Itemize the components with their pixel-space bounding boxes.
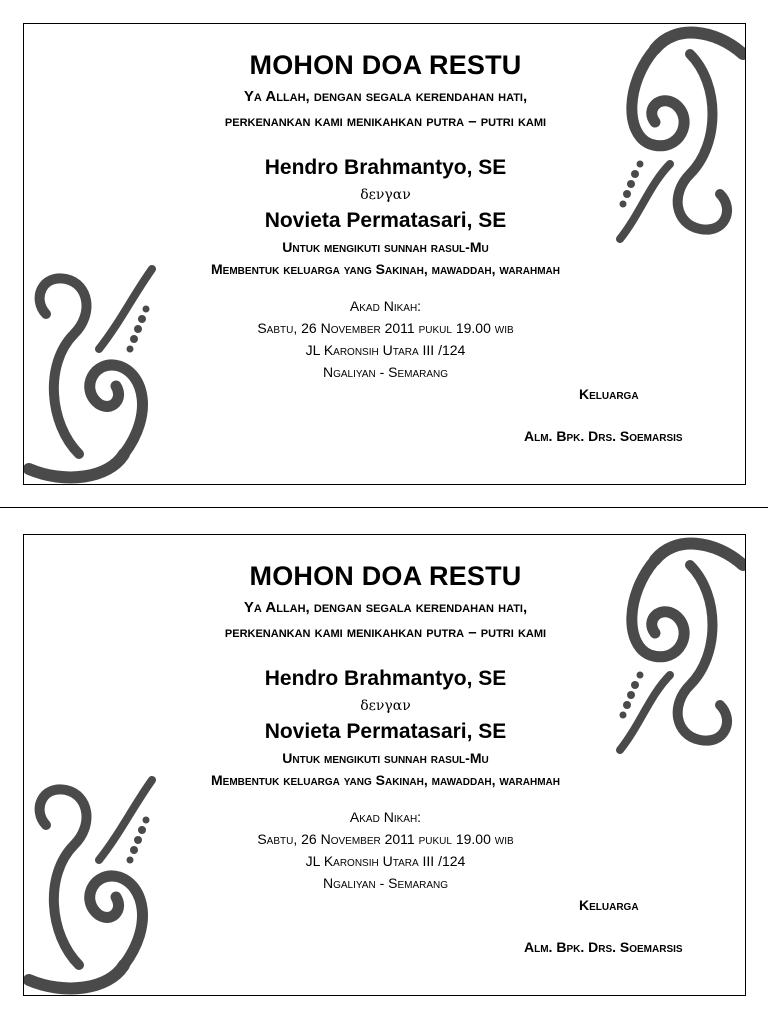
akad-label: Akad Nikah:	[349, 809, 422, 825]
card-title: MOHON DOA RESTU	[249, 561, 522, 591]
sunnah-line: Untuk mengikuti sunnah rasul-Mu	[282, 750, 489, 766]
invitation-card-1	[23, 23, 746, 485]
connector-text: δενγαν	[360, 698, 411, 714]
family-name: Alm. Bpk. Drs. Soemarsis	[524, 428, 683, 444]
akad-address: JL Karonsih Utara III /124	[305, 853, 466, 869]
akad-date: Sabtu, 26 November 2011 pukul 19.00 wib	[257, 320, 514, 336]
akad-address: JL Karonsih Utara III /124	[305, 342, 466, 358]
family-label: Keluarga	[579, 386, 639, 402]
family-name: Alm. Bpk. Drs. Soemarsis	[524, 939, 683, 955]
groom-name: Hendro Brahmantyo, SE	[264, 156, 507, 179]
intro-line-1: Ya Allah, dengan segala kerendahan hati,	[243, 599, 528, 616]
bride-name: Novieta Permatasari, SE	[264, 209, 507, 232]
sunnah-line: Untuk mengikuti sunnah rasul-Mu	[282, 239, 489, 255]
blessing-line: Membentuk keluarga yang Sakinah, mawaddah, warahmah	[211, 772, 560, 788]
connector-text: δενγαν	[360, 187, 411, 203]
cut-line	[0, 507, 768, 508]
intro-line-1: Ya Allah, dengan segala kerendahan hati,	[243, 88, 528, 105]
invitation-card-2	[23, 534, 746, 996]
intro-line-2: perkenankan kami menikahkan putra – putri kami	[224, 624, 547, 641]
bride-name: Novieta Permatasari, SE	[264, 720, 507, 743]
card-title: MOHON DOA RESTU	[249, 50, 522, 80]
blessing-line: Membentuk keluarga yang Sakinah, mawaddah, warahmah	[211, 261, 560, 277]
akad-date: Sabtu, 26 November 2011 pukul 19.00 wib	[257, 831, 514, 847]
akad-city: Ngaliyan - Semarang	[322, 875, 449, 891]
groom-name: Hendro Brahmantyo, SE	[264, 667, 507, 690]
intro-line-2: perkenankan kami menikahkan putra – putri kami	[224, 113, 547, 130]
akad-city: Ngaliyan - Semarang	[322, 364, 449, 380]
akad-label: Akad Nikah:	[349, 298, 422, 314]
family-label: Keluarga	[579, 897, 639, 913]
